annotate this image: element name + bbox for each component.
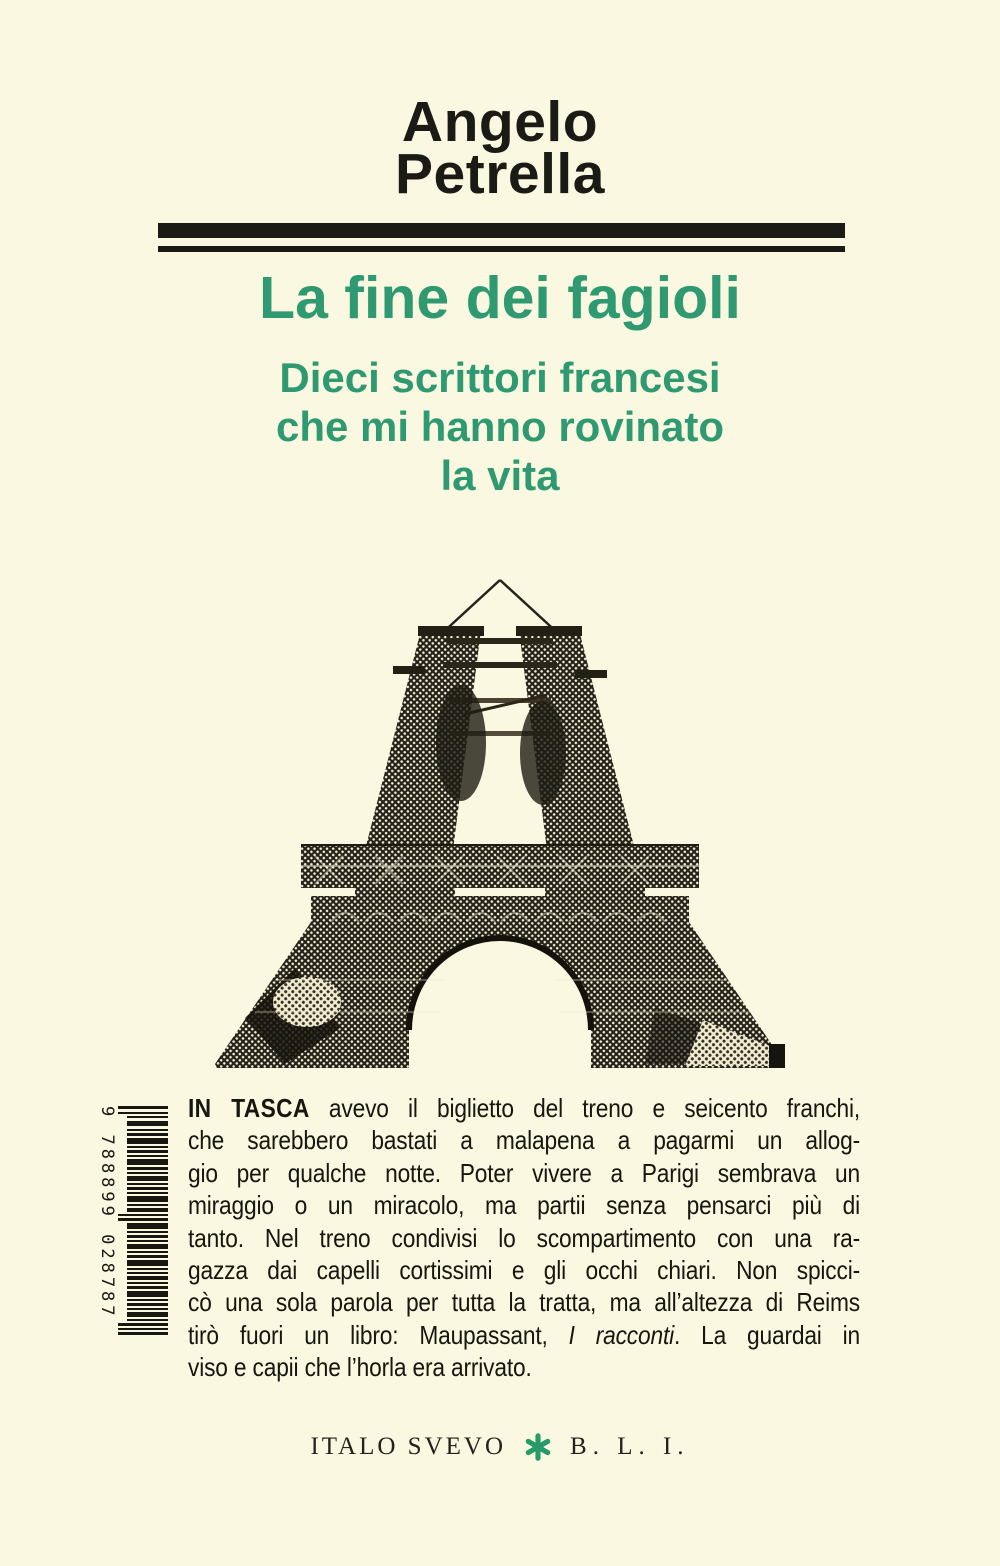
excerpt-segment: gazza dai capelli cortissimi e gli occhi chiari. Non spicci-: [188, 1254, 860, 1285]
book-subtitle: [0, 353, 1000, 500]
excerpt-paragraph: [188, 1092, 860, 1384]
rule-thin: [158, 246, 845, 252]
collection-name: B. L. I.: [570, 1433, 690, 1460]
excerpt-segment: gio per qualche notte. Poter vivere a Parigi sembrava un: [188, 1157, 860, 1188]
subtitle-line-3: la vita: [440, 452, 560, 499]
barcode-bars: [118, 1106, 168, 1340]
excerpt-segment: che sarebbero bastati a malapena a pagarmi un allog-: [188, 1125, 860, 1156]
excerpt-line: [188, 1189, 860, 1221]
excerpt-line: [188, 1254, 860, 1286]
excerpt-segment: miraggio o un miracolo, ma partii senza pensarci più di: [188, 1190, 860, 1221]
excerpt-segment: tirò fuori un libro: Maupassant,: [188, 1319, 569, 1350]
author-name: [0, 90, 1000, 206]
asterisk-icon: [524, 1433, 552, 1461]
excerpt-line: [188, 1286, 860, 1318]
excerpt-segment: . La guardai in: [673, 1319, 860, 1350]
book-title: La fine dei fagioli: [259, 265, 741, 331]
rule-thick: [158, 223, 845, 238]
author-line-2: Petrella: [395, 142, 605, 206]
excerpt-line: [188, 1222, 860, 1254]
imprint-footer: [0, 1433, 1000, 1461]
excerpt-segment: viso e capii che l’horla era arrivato.: [188, 1352, 532, 1383]
excerpt-segment: cò una sola parola per tutta la tratta, ma all’altezza di Reims: [188, 1287, 860, 1318]
excerpt-line: [188, 1351, 860, 1383]
author-line-1: Angelo: [401, 90, 599, 154]
excerpt-segment: tanto. Nel treno condivisi lo scompartimento con una ra-: [188, 1222, 860, 1253]
publisher-name: ITALO SVEVO: [310, 1433, 507, 1460]
excerpt-line: [188, 1092, 860, 1124]
subtitle-line-2: che mi hanno rovinato: [275, 403, 725, 450]
excerpt-line: [188, 1157, 860, 1189]
excerpt-segment: avevo il biglietto del treno e seicento franchi,: [309, 1093, 861, 1123]
excerpt-segment: I racconti: [568, 1319, 674, 1350]
double-rule-divider: [158, 223, 845, 252]
excerpt-segment: IN TASCA: [188, 1093, 310, 1123]
excerpt-line: [188, 1319, 860, 1351]
excerpt-line: [188, 1124, 860, 1156]
subtitle-line-1: Dieci scrittori francesi: [279, 354, 721, 401]
isbn-digits: 9 788899 028787: [97, 1106, 117, 1320]
eiffel-tower-image: [215, 578, 785, 1068]
